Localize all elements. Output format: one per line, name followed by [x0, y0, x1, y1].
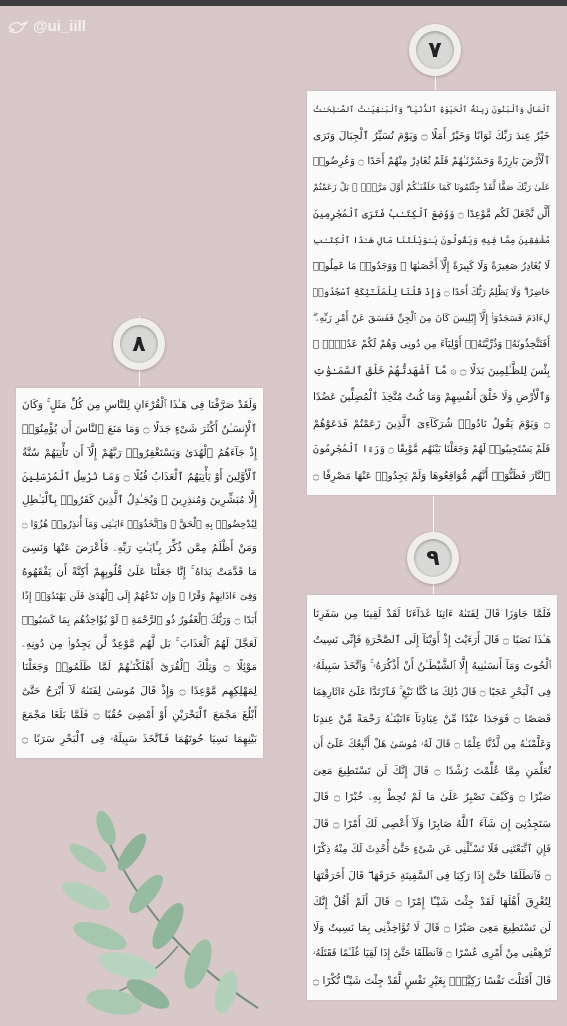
verse-line: ۝ وَيَوْمَ يَقُولُ نَادُوا۟ شُرَكَآءِىَ ٱلَّذِينَ زَعَمْتُمْ فَدَعَوْهُمْ: [313, 417, 550, 430]
verse-line: ٱلنَّارَ فَظَنُّوٓا۟ أَنَّهُم مُّوَاقِعُوهَا وَلَمْ يَجِدُوا۟ عَنْهَا مَصْرِفًا ۝: [313, 469, 550, 482]
verse-line: فَلَمْ يَسْتَجِيبُوا۟ لَهُمْ وَجَعَلْنَا بَيْنَهُم مَّوْبِقًا ۝ وَرَءَا ٱلْمُجْرِمُونَ: [313, 443, 550, 455]
verse-line: سَتَجِدُنِىٓ إِن شَآءَ ٱللَّهُ صَابِرًا وَلَآ أَعْصِى لَكَ أَمْرًا ۝ قَالَ: [313, 817, 551, 830]
verse-line: صَبْرًا ۝ وَكَيْفَ تَصْبِرُ عَلَىٰ مَا لَمْ تُحِطْ بِهِۦ خُبْرًا ۝ قَالَ: [313, 791, 551, 804]
verse-line: فَإِنِ ٱتَّبَعْتَنِى فَلَا تَسْـَٔلْنِى عَن شَىْءٍ حَتَّىٰٓ أُحْدِثَ لَكَ مِنْهُ ذِكْرًا: [313, 843, 551, 855]
quran-page-7: [307, 91, 556, 495]
quran-page-9: [307, 595, 557, 1000]
verse-line: أَبَدًا ۝ وَرَبُّكَ ٱلْغَفُورُ ذُو ٱلرَّحْمَةِ ۖ لَوْ يُؤَاخِذُهُم بِمَا كَسَبُوا۟: [22, 614, 257, 626]
verse-line: أَلَّن نَّجْعَلَ لَكُم مَّوْعِدًا ۝ وَوُضِعَ ٱلْكِتَـٰبُ فَتَرَى ٱلْمُجْرِمِينَ: [313, 208, 550, 220]
page-number-9: ٩: [414, 539, 452, 577]
verse-line: فِى ٱلْبَحْرِ عَجَبًا ۝ قَالَ ذَٰلِكَ مَا كُنَّا نَبْغِ ۚ فَٱرْتَدَّا عَلَىٰٓ ءَاثَارِهِمَا: [313, 686, 551, 698]
page-number-8: ٨: [120, 325, 158, 363]
verse-line: ٱلْإِنسَـٰنُ أَكْثَرَ شَىْءٍ جَدَلًا ۝ وَمَا مَنَعَ ٱلنَّاسَ أَن يُؤْمِنُوٓا۟: [22, 422, 257, 435]
verse-line: فَلَمَّا جَاوَزَا قَالَ لِفَتَىٰهُ ءَاتِنَا غَدَآءَنَا لَقَدْ لَقِينَا مِن سَفَرِنَا: [313, 608, 551, 620]
verse-line: وَفِىٓ ءَاذَانِهِمْ وَقْرًا ۖ وَإِن تَدْعُهُمْ إِلَى ٱلْهُدَىٰ فَلَن يَهْتَدُوٓا۟ إِذًا: [22, 590, 257, 602]
verse-line: إِلَّا مُبَشِّرِينَ وَمُنذِرِينَ ۚ وَيُجَـٰدِلُ ٱلَّذِينَ كَفَرُوا۟ بِٱلْبَـٰطِلِ: [22, 494, 257, 507]
verse-line: لِيُدْحِضُوا۟ بِهِ ٱلْحَقَّ ۖ وَٱتَّخَذُوٓا۟ ءَايَـٰتِى وَمَآ أُنذِرُوا۟ هُزُوًا ۝: [22, 519, 257, 531]
verse-line: خَيْرٌ عِندَ رَبِّكَ ثَوَابًا وَخَيْرٌ أَمَلًا ۝ وَيَوْمَ نُسَيِّرُ ٱلْجِبَالَ وَتَرَى: [313, 130, 550, 143]
top-bar: [0, 0, 567, 6]
bird-icon: [8, 19, 28, 35]
leaf-branch-illustration: [28, 796, 268, 1026]
verse-line: تُرْهِقْنِى مِنْ أَمْرِى عُسْرًا ۝ فَٱنطَلَقَا حَتَّىٰٓ إِذَا لَقِيَا غُلَـٰمًا فَقَتَلَهُۥ: [313, 948, 551, 960]
verse-line: أَفَتَتَّخِذُونَهُۥ وَذُرِّيَّتَهُۥٓ أَوْلِيَآءَ مِن دُونِى وَهُمْ لَكُمْ عَدُوٌّۢ ۚ: [313, 339, 550, 351]
verse-line: قَصَصًا ۝ فَوَجَدَا عَبْدًا مِّنْ عِبَادِنَآ ءَاتَيْنَـٰهُ رَحْمَةً مِّنْ عِندِنَا: [313, 712, 551, 725]
verse-line: ٱلْأَرْضَ بَارِزَةً وَحَشَرْنَـٰهُمْ فَلَمْ نُغَادِرْ مِنْهُمْ أَحَدًا ۝ وَعُرِضُوا۟: [313, 156, 550, 168]
verse-line: مُشْفِقِينَ مِمَّا فِيهِ وَيَقُولُونَ يَـٰوَيْلَتَنَا مَالِ هَـٰذَا ٱلْكِتَـٰبِ: [313, 235, 550, 246]
page-number-badge-9: [407, 532, 459, 584]
verse-line: مَوْئِلًا ۝ وَتِلْكَ ٱلْقُرَىٰٓ أَهْلَكْنَـٰهُمْ لَمَّا ظَلَمُوا۟ وَجَعَلْنَا: [22, 661, 257, 674]
account-handle: [8, 18, 86, 35]
verse-line: عَلَىٰ رَبِّكَ صَفًّا لَّقَدْ جِئْتُمُونَا كَمَا خَلَقْنَـٰكُمْ أَوَّلَ مَرَّةٍۭ ۚ بَلْ زَعَمْتُمْ: [313, 183, 550, 194]
verse-line: هَـٰذَا نَصَبًا ۝ قَالَ أَرَءَيْتَ إِذْ أَوَيْنَآ إِلَى ٱلصَّخْرَةِ فَإِنِّى نَسِيتُ: [313, 634, 551, 647]
verse-line: قَالَ أَقَتَلْتَ نَفْسًا زَكِيَّةًۢ بِغَيْرِ نَفْسٍ لَّقَدْ جِئْتَ شَيْـًٔا نُّكْرًا ۝: [313, 974, 551, 987]
verse-line: ٱلْحُوتَ وَمَآ أَنسَىٰنِيهُ إِلَّا ٱلشَّيْطَـٰنُ أَنْ أَذْكُرَهُۥ ۚ وَٱتَّخَذَ سَبِيلَهُۥ: [313, 660, 551, 673]
verse-line: أَبْلُغَ مَجْمَعَ ٱلْبَحْرَيْنِ أَوْ أَمْضِىَ حُقُبًا ۝ فَلَمَّا بَلَغَا مَجْمَعَ: [22, 709, 257, 722]
page-number-badge-8: [113, 318, 165, 370]
verse-line: بِئْسَ لِلظَّـٰلِمِينَ بَدَلًا ۝ ۞ مَّآ أَشْهَدتُّهُمْ خَلْقَ ٱلسَّمَـٰوَٰتِ: [313, 365, 550, 378]
page-number-badge-7: [409, 24, 461, 76]
verse-line: إِذْ جَآءَهُمُ ٱلْهُدَىٰ وَيَسْتَغْفِرُوا۟ رَبَّهُمْ إِلَّآ أَن تَأْتِيَهُمْ سُنَّةُ: [22, 446, 257, 459]
verse-line: مَا قَدَّمَتْ يَدَاهُ ۚ إِنَّا جَعَلْنَا عَلَىٰ قُلُوبِهِمْ أَكِنَّةً أَن يَفْقَهُوهُ: [22, 566, 257, 579]
page-number-7: ٧: [416, 31, 454, 69]
verse-line: ٱلْأَوَّلِينَ أَوْ يَأْتِيَهُمُ ٱلْعَذَابُ قُبُلًا ۝ وَمَا نُرْسِلُ ٱلْمُرْسَلِينَ: [22, 470, 257, 483]
verse-line: لَا يُغَادِرُ صَغِيرَةً وَلَا كَبِيرَةً إِلَّآ أَحْصَىٰهَا ۚ وَوَجَدُوا۟ مَا عَمِلُوا۟: [313, 260, 550, 272]
verse-line: لَعَجَّلَ لَهُمُ ٱلْعَذَابَ ۚ بَل لَّهُم مَّوْعِدٌ لَّن يَجِدُوا۟ مِن دُونِهِۦ: [22, 637, 257, 650]
verse-line: لِتُغْرِقَ أَهْلَهَا لَقَدْ جِئْتَ شَيْـًٔا إِمْرًا ۝ قَالَ أَلَمْ أَقُلْ إِنَّكَ: [313, 896, 551, 909]
quran-page-8: [16, 388, 263, 758]
verse-line: وَمَنْ أَظْلَمُ مِمَّن ذُكِّرَ بِـَٔايَـٰتِ رَبِّهِۦ فَأَعْرَضَ عَنْهَا وَنَسِىَ: [22, 542, 257, 555]
handle-text: @ui_iill: [33, 18, 86, 35]
verse-line: بَيْنِهِمَا نَسِيَا حُوتَهُمَا فَٱتَّخَذَ سَبِيلَهُۥ فِى ٱلْبَحْرِ سَرَبًا ۝: [22, 733, 257, 746]
verse-line: وَٱلْأَرْضِ وَلَا خَلْقَ أَنفُسِهِمْ وَمَا كُنتُ مُتَّخِذَ ٱلْمُضِلِّينَ عَضُدًا: [313, 391, 550, 404]
verse-line: تُعَلِّمَنِ مِمَّا عُلِّمْتَ رُشْدًا ۝ قَالَ إِنَّكَ لَن تَسْتَطِيعَ مَعِىَ: [313, 765, 551, 778]
verse-line: لَن تَسْتَطِيعَ مَعِىَ صَبْرًا ۝ قَالَ لَا تُؤَاخِذْنِى بِمَا نَسِيتُ وَلَا: [313, 922, 551, 935]
verse-line: وَلَقَدْ صَرَّفْنَا فِى هَـٰذَا ٱلْقُرْءَانِ لِلنَّاسِ مِن كُلِّ مَثَلٍ ۚ وَكَانَ: [22, 399, 257, 411]
verse-line: لِمَهْلِكِهِم مَّوْعِدًا ۝ وَإِذْ قَالَ مُوسَىٰ لِفَتَىٰهُ لَآ أَبْرَحُ حَتَّىٰٓ: [22, 685, 257, 698]
verse-line: حَاضِرًا ۗ وَلَا يَظْلِمُ رَبُّكَ أَحَدًا ۝ وَإِذْ قُلْنَا لِلْمَلَـٰٓئِكَةِ ٱسْجُدُوا۟: [313, 286, 550, 298]
verse-line: وَعَلَّمْنَـٰهُ مِن لَّدُنَّا عِلْمًا ۝ قَالَ لَهُۥ مُوسَىٰ هَلْ أَتَّبِعُكَ عَلَىٰٓ أَن: [313, 738, 551, 750]
verse-line: ۝ فَٱنطَلَقَا حَتَّىٰٓ إِذَا رَكِبَا فِى ٱلسَّفِينَةِ خَرَقَهَا ۖ قَالَ أَخَرَقْتَهَا: [313, 869, 551, 882]
verse-line: ٱلْمَالُ وَٱلْبَنُونَ زِينَةُ ٱلْحَيَوٰةِ ٱلدُّنْيَا ۖ وَٱلْبَـٰقِيَـٰتُ ٱلصَّـٰلِحَـٰتُ: [313, 105, 550, 114]
verse-line: لِءَادَمَ فَسَجَدُوٓا۟ إِلَّآ إِبْلِيسَ كَانَ مِنَ ٱلْجِنِّ فَفَسَقَ عَنْ أَمْرِ رَبِّهِۦٓ ۗ: [313, 313, 550, 324]
